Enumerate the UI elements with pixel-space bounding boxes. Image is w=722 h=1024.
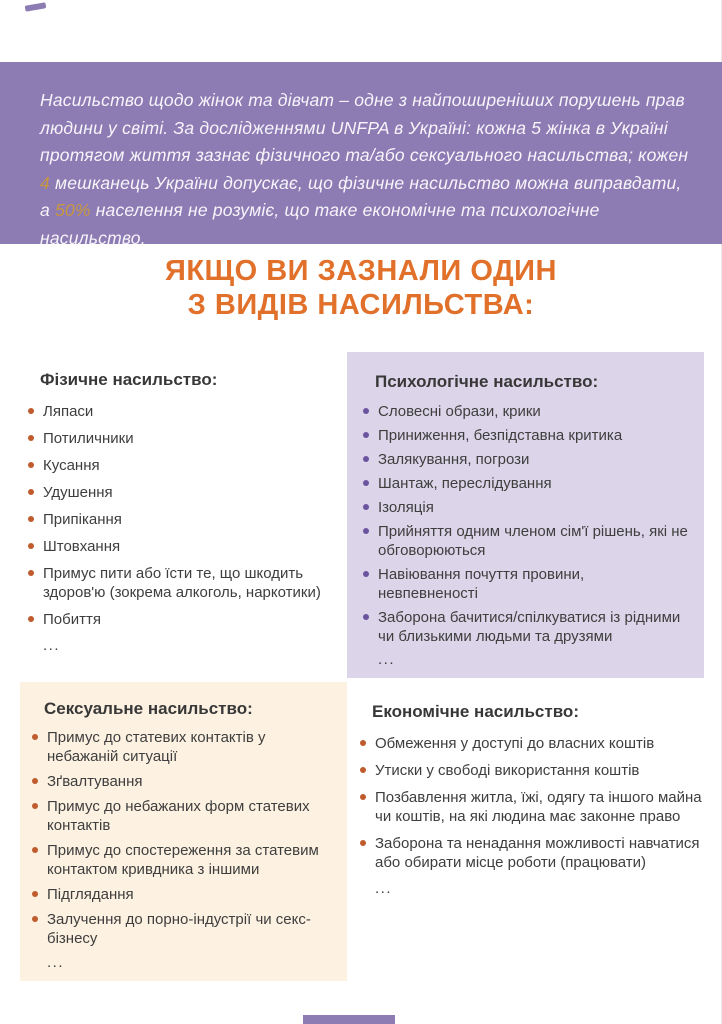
list-item: [32, 885, 335, 904]
list-item-text: Примус до спостереження за статевим контактом кривдника з іншими: [47, 842, 319, 878]
ellipsis-more: ...: [378, 651, 396, 668]
list-item: [32, 772, 335, 791]
list-item-text: Заборона та ненадання можливості навчатися або обирати місце роботи (працювати): [375, 835, 700, 871]
bullet-list: [360, 734, 704, 872]
section-title: Психологічне насильство:: [375, 372, 599, 391]
list-item: [360, 834, 704, 872]
bullet-icon: [32, 803, 38, 809]
list-item: [363, 450, 688, 469]
list-item-text: Прийняття одним членом сім'ї рішень, які не обговорюються: [378, 523, 688, 559]
bullet-icon: [32, 916, 38, 922]
bullet-icon: [363, 614, 369, 620]
bullet-icon: [360, 794, 366, 800]
bullet-list: [363, 402, 688, 646]
list-item-text: Підглядання: [47, 886, 134, 903]
section-title: Економічне насильство:: [372, 702, 579, 721]
bullet-icon: [28, 435, 34, 441]
list-item-text: Зґвалтування: [47, 773, 143, 790]
list-item: [363, 608, 688, 646]
list-item-text: Припікання: [43, 511, 122, 528]
bullet-icon: [360, 767, 366, 773]
bullet-icon: [28, 489, 34, 495]
list-item-text: Примус пити або їсти те, що шкодить здоров'ю (зокрема алкоголь, наркотики): [43, 565, 321, 601]
list-item-text: Удушення: [43, 484, 113, 501]
section-economic-violence: [347, 682, 704, 981]
list-item: [363, 522, 688, 560]
list-item-text: Потиличники: [43, 430, 134, 447]
section-physical-violence: [20, 352, 347, 678]
bullet-list: [32, 728, 335, 948]
list-item: [28, 537, 343, 556]
bullet-icon: [32, 734, 38, 740]
list-item: [363, 474, 688, 493]
list-item-text: Заборона бачитися/спілкуватися із рідними чи близькими людьми та друзями: [378, 609, 681, 645]
intro-banner: [0, 62, 722, 248]
bullet-icon: [360, 740, 366, 746]
bullet-icon: [363, 456, 369, 462]
list-item: [360, 734, 704, 753]
list-item: [28, 402, 343, 421]
bullet-icon: [28, 408, 34, 414]
list-item-text: Кусання: [43, 457, 100, 474]
bullet-icon: [32, 891, 38, 897]
banner-highlight-text: 50%: [55, 200, 91, 220]
bullet-icon: [32, 778, 38, 784]
banner-plain-text: мешканець України допускає, що фізичне насильство можна виправдати, а: [40, 172, 682, 220]
list-item: [28, 456, 343, 475]
list-item-text: Штовхання: [43, 538, 121, 555]
list-item: [32, 797, 335, 835]
bullet-icon: [28, 516, 34, 522]
banner-plain-text: населення не розуміє, що таке економічне та психологічне насильство.: [40, 200, 600, 248]
list-item: [363, 565, 688, 603]
section-title: Сексуальне насильство:: [44, 699, 253, 718]
list-item: [28, 483, 343, 502]
list-item-text: Ізоляція: [378, 499, 434, 516]
list-item: [32, 841, 335, 879]
banner-highlight-text: 4: [40, 172, 50, 193]
list-item-text: Утиски у свободі використання коштів: [375, 762, 640, 779]
ellipsis-more: ...: [375, 880, 393, 897]
page-title-line-2: З ВИДІВ НАСИЛЬСТВА:: [187, 289, 535, 321]
content-grid: [20, 352, 704, 981]
list-item: [32, 728, 335, 766]
list-item: [32, 910, 335, 948]
list-item-text: Словесні образи, крики: [378, 403, 541, 420]
list-item-text: Примус до небажаних форм статевих контактів: [47, 798, 310, 834]
list-item-text: Побиття: [43, 611, 101, 628]
list-item: [363, 498, 688, 517]
list-item: [360, 761, 704, 780]
bullet-icon: [28, 570, 34, 576]
list-item: [363, 402, 688, 421]
bullet-icon: [363, 528, 369, 534]
list-item-text: Залякування, погрози: [378, 451, 530, 468]
list-item-text: Обмеження у доступі до власних коштів: [375, 735, 655, 752]
bullet-icon: [28, 543, 34, 549]
bullet-icon: [28, 462, 34, 468]
list-item: [28, 610, 343, 629]
list-item: [28, 564, 343, 602]
top-left-accent-mark: [25, 2, 47, 12]
bullet-icon: [363, 480, 369, 486]
bottom-accent-bar: [303, 1015, 395, 1024]
list-item-text: Ляпаси: [43, 403, 94, 420]
section-title: Фізичне насильство:: [40, 370, 218, 389]
bullet-icon: [363, 571, 369, 577]
list-item: [28, 429, 343, 448]
section-sexual-violence: [20, 682, 347, 981]
banner-text: [40, 87, 692, 252]
list-item: [360, 788, 704, 826]
ellipsis-more: ...: [43, 637, 61, 654]
list-item: [28, 510, 343, 529]
ellipsis-more: ...: [47, 954, 65, 971]
list-item-text: Позбавлення житла, їжі, одягу та іншого майна чи коштів, на які людина має законне право: [375, 789, 702, 825]
bullet-icon: [363, 504, 369, 510]
bullet-icon: [28, 616, 34, 622]
list-item-text: Шантаж, переслідування: [378, 475, 552, 492]
list-item: [363, 426, 688, 445]
bullet-icon: [360, 840, 366, 846]
page-title: [0, 254, 722, 322]
list-item-text: Приниження, безпідставна критика: [378, 427, 623, 444]
list-item-text: Примус до статевих контактів у небажаній ситуації: [47, 729, 266, 765]
bullet-list: [28, 402, 343, 629]
bullet-icon: [32, 847, 38, 853]
list-item-text: Навіювання почуття провини, невпевненості: [378, 566, 585, 602]
bullet-icon: [363, 408, 369, 414]
bullet-icon: [363, 432, 369, 438]
banner-plain-text: Насильство щодо жінок та дівчат – одне з найпоширеніших порушень прав людини у світі. За дослідженнями UNFPA в Україні: кожна 5 жінка в Україні протягом життя зазнає фізичного та/або сексуального насильства; кожен: [40, 90, 689, 165]
section-psychological-violence: [347, 352, 704, 678]
list-item-text: Залучення до порно-індустрії чи секс-бізнесу: [47, 911, 311, 947]
page-title-line-1: ЯКЩО ВИ ЗАЗНАЛИ ОДИН: [165, 255, 557, 287]
